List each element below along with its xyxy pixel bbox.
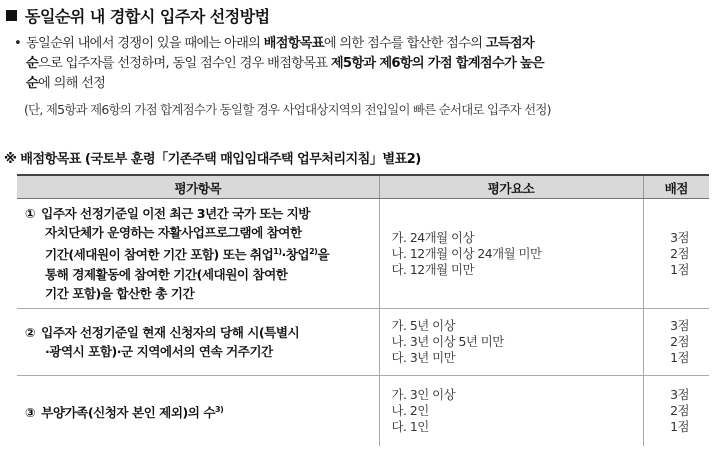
header-score: 배점 <box>643 175 709 199</box>
score-value: 2점 <box>670 245 689 261</box>
para-text: 동일순위 내에서 경쟁이 있을 때에는 아래의 <box>26 36 264 51</box>
table-row <box>17 309 709 376</box>
item-text: 입주자 선정기준일 현재 신청자의 당해 시(특별시 <box>41 325 300 340</box>
para-bold: 배점항목표 <box>263 36 324 51</box>
footnote-mark: 1) <box>273 247 282 257</box>
table-row <box>17 376 709 446</box>
item-number: ③ <box>25 404 36 420</box>
footnote-mark: 2) <box>309 247 318 257</box>
score-cell <box>643 376 709 446</box>
item-text: 기간 포함)을 합산한 총 기간 <box>45 285 195 301</box>
section-title <box>6 4 270 27</box>
score-value: 2점 <box>670 402 689 418</box>
item-number: ② <box>25 325 36 340</box>
element-line: 나. 3년 이상 5년 미만 <box>391 334 504 349</box>
header-eval-element: 평가요소 <box>379 175 643 199</box>
eval-elements <box>379 309 643 376</box>
section-title-text: 동일순위 내 경합시 입주자 선정방법 <box>25 7 270 26</box>
score-value: 1점 <box>670 350 689 365</box>
item-number: ① <box>25 206 36 222</box>
table-subtitle: ※ 배점항목표 (국토부 훈령「기존주택 매입임대주택 업무처리지침」별표2) <box>4 152 421 167</box>
para-bold: 순 <box>26 56 39 71</box>
item-text: 입주자 선정기준일 이전 최근 3년간 국가 또는 지방 <box>41 206 310 222</box>
element-line: 가. 3인 이상 <box>391 386 456 402</box>
score-value: 3점 <box>670 386 689 402</box>
item-text <box>25 242 373 264</box>
element-line: 가. 24개월 이상 <box>391 229 474 245</box>
item-text-part: 기간(세대원이 참여한 기간 포함) 또는 취업 <box>45 247 274 263</box>
element-line: 나. 12개월 이상 24개월 미만 <box>391 245 542 261</box>
square-bullet-icon <box>6 10 17 21</box>
para-bold: 고득점자 <box>485 36 534 51</box>
para-text: 에 의한 점수를 합산한 점수의 <box>323 36 486 51</box>
item-text: 부양가족(신청자 본인 제외)의 수 <box>41 404 215 420</box>
item-text: 통해 경제활동에 참여한 기간(세대원이 참여한 <box>45 266 288 282</box>
element-line: 다. 1인 <box>391 418 429 434</box>
para-bold: 제5항과 제6항의 가점 합계점수가 높은 <box>330 56 544 71</box>
para-bold: 순 <box>26 76 39 91</box>
para-text: 으로 입주자를 선정하며, 동일 점수인 경우 배점항목표 <box>38 56 331 71</box>
tiebreak-note: (단, 제5항과 제6항의 가점 합계점수가 동일할 경우 사업대상지역의 전입일이 빠른 순서대로 입주자 선정) <box>24 102 551 117</box>
header-eval-item: 평가항목 <box>17 175 379 199</box>
table-header-row <box>17 175 709 199</box>
eval-item <box>17 199 379 309</box>
score-value: 3점 <box>670 229 689 245</box>
eval-item <box>17 376 379 446</box>
table-row <box>17 199 709 309</box>
score-value: 1점 <box>670 261 689 277</box>
item-text: 자치단체가 운영하는 자활사업프로그램에 참여한 <box>45 225 302 241</box>
score-cell <box>643 199 709 309</box>
eval-item <box>17 309 379 376</box>
item-text-part: 을 <box>317 247 330 263</box>
score-cell <box>643 309 709 376</box>
element-line: 나. 2인 <box>391 402 429 418</box>
score-value: 2점 <box>670 334 689 349</box>
element-line: 가. 5년 이상 <box>391 318 456 333</box>
selection-method-paragraph <box>14 34 714 94</box>
element-line: 다. 3년 미만 <box>391 350 456 365</box>
bullet-icon: • <box>14 36 22 51</box>
item-text: ·광역시 포함)·군 지역에서의 연속 거주기간 <box>45 344 273 359</box>
element-line: 다. 12개월 미만 <box>391 261 474 277</box>
score-value: 1점 <box>670 418 689 434</box>
score-value: 3점 <box>670 318 689 333</box>
eval-elements <box>379 376 643 446</box>
eval-elements <box>379 199 643 309</box>
para-text: 에 의해 선정 <box>38 76 106 91</box>
item-text-part: ·창업 <box>281 247 310 263</box>
scoring-table <box>17 174 709 446</box>
footnote-mark: 3) <box>215 404 224 414</box>
